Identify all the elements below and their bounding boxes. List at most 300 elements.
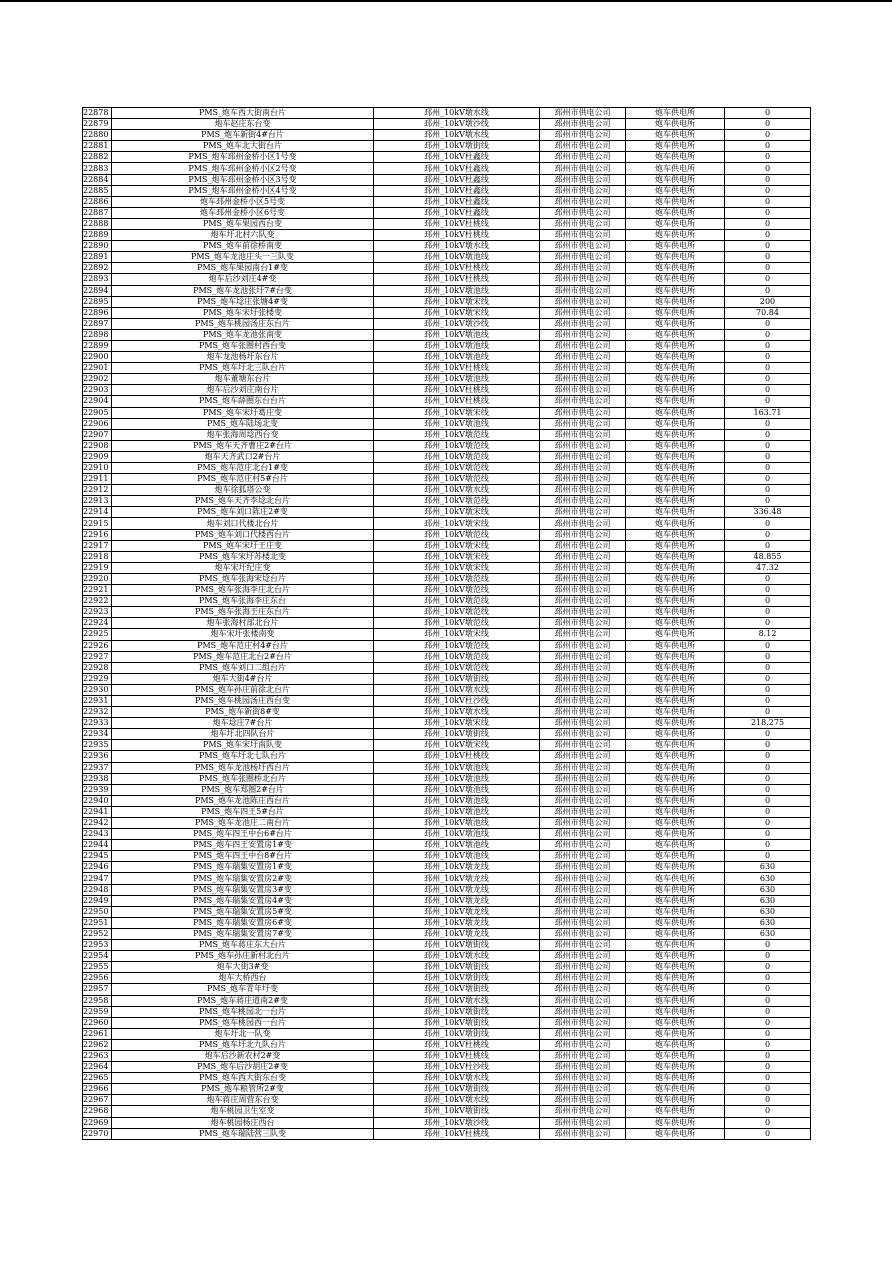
station-name-cell: 炮车张海周埝西台变 (112, 429, 374, 440)
station-name-cell: 炮车邳州金桥小区6号变 (112, 207, 374, 218)
table-row (83, 207, 811, 218)
supply-office-cell: 炮车供电所 (626, 263, 725, 274)
supply-office-cell: 炮车供电所 (626, 463, 725, 474)
supply-office-cell: 炮车供电所 (626, 951, 725, 962)
row-number-cell: 22957 (83, 984, 112, 995)
table-row (83, 440, 811, 451)
supply-office-cell: 炮车供电所 (626, 474, 725, 485)
value-cell: 0 (725, 451, 811, 462)
supply-office-cell: 炮车供电所 (626, 307, 725, 318)
feeder-line-cell: 邳州_10kV墩宋线 (374, 407, 540, 418)
row-number-cell: 22941 (83, 806, 112, 817)
station-name-cell: PMS_炮车张海李庄东台 (112, 596, 374, 607)
supply-office-cell: 炮车供电所 (626, 629, 725, 640)
supply-office-cell: 炮车供电所 (626, 740, 725, 751)
value-cell: 0 (725, 385, 811, 396)
row-number-cell: 22931 (83, 695, 112, 706)
table-row (83, 618, 811, 629)
table-row (83, 163, 811, 174)
table-row (83, 340, 811, 351)
feeder-line-cell: 邳州_10kV杜桃线 (374, 263, 540, 274)
feeder-line-cell: 邳州_10kV杜桃线 (374, 363, 540, 374)
row-number-cell: 22906 (83, 418, 112, 429)
feeder-line-cell: 邳州_10kV墩沙线 (374, 1117, 540, 1128)
row-number-cell: 22903 (83, 385, 112, 396)
value-cell: 0 (725, 141, 811, 152)
row-number-cell: 22948 (83, 884, 112, 895)
feeder-line-cell: 邳州_10kV墩宋线 (374, 562, 540, 573)
station-name-cell: 炮车大街3#变 (112, 962, 374, 973)
supply-office-cell: 炮车供电所 (626, 995, 725, 1006)
company-cell: 邳州市供电公司 (540, 1006, 626, 1017)
supply-office-cell: 炮车供电所 (626, 440, 725, 451)
station-name-cell: 炮车后沙新农村2#变 (112, 1050, 374, 1061)
station-name-cell: PMS_炮车龙池庄头一三队变 (112, 252, 374, 263)
supply-office-cell: 炮车供电所 (626, 840, 725, 851)
table-row (83, 196, 811, 207)
supply-office-cell: 炮车供电所 (626, 507, 725, 518)
value-cell: 0 (725, 108, 811, 119)
feeder-line-cell: 邳州_10kV墩范线 (374, 573, 540, 584)
supply-office-cell: 炮车供电所 (626, 596, 725, 607)
table-row (83, 551, 811, 562)
feeder-line-cell: 邳州_10kV墩水线 (374, 241, 540, 252)
value-cell: 0 (725, 573, 811, 584)
value-cell: 0 (725, 207, 811, 218)
row-number-cell: 22942 (83, 818, 112, 829)
company-cell: 邳州市供电公司 (540, 840, 626, 851)
table-row (83, 1062, 811, 1073)
table-row (83, 418, 811, 429)
value-cell: 630 (725, 884, 811, 895)
company-cell: 邳州市供电公司 (540, 130, 626, 141)
company-cell: 邳州市供电公司 (540, 751, 626, 762)
value-cell: 0 (725, 496, 811, 507)
table-row (83, 396, 811, 407)
company-cell: 邳州市供电公司 (540, 263, 626, 274)
supply-office-cell: 炮车供电所 (626, 662, 725, 673)
station-name-cell: 炮车圩北村六队变 (112, 230, 374, 241)
value-cell: 0 (725, 130, 811, 141)
value-cell: 0 (725, 340, 811, 351)
value-cell: 0 (725, 973, 811, 984)
value-cell: 0 (725, 1128, 811, 1139)
table-row (83, 795, 811, 806)
feeder-line-cell: 邳州_10kV墩范线 (374, 451, 540, 462)
company-cell: 邳州市供电公司 (540, 585, 626, 596)
value-cell: 0 (725, 285, 811, 296)
table-row (83, 407, 811, 418)
company-cell: 邳州市供电公司 (540, 352, 626, 363)
value-cell: 0 (725, 185, 811, 196)
feeder-line-cell: 邳州_10kV杜鑫线 (374, 152, 540, 163)
station-name-cell: 炮车赵庄东台变 (112, 119, 374, 130)
station-name-cell: PMS_炮车范庄村4#台片 (112, 640, 374, 651)
feeder-line-cell: 邳州_10kV杜桃线 (374, 396, 540, 407)
supply-office-cell: 炮车供电所 (626, 108, 725, 119)
company-cell: 邳州市供电公司 (540, 1028, 626, 1039)
supply-office-cell: 炮车供电所 (626, 684, 725, 695)
company-cell: 邳州市供电公司 (540, 307, 626, 318)
station-name-cell: PMS_炮车果园南台1#变 (112, 263, 374, 274)
row-number-cell: 22967 (83, 1095, 112, 1106)
supply-office-cell: 炮车供电所 (626, 640, 725, 651)
value-cell: 0 (725, 762, 811, 773)
value-cell: 0 (725, 152, 811, 163)
table-row (83, 684, 811, 695)
station-name-cell: 炮车龙池杨圩东台片 (112, 352, 374, 363)
feeder-line-cell: 邳州_10kV杜桃线 (374, 230, 540, 241)
feeder-line-cell: 邳州_10kV墩范线 (374, 651, 540, 662)
feeder-line-cell: 邳州_10kV墩街线 (374, 1017, 540, 1028)
company-cell: 邳州市供电公司 (540, 374, 626, 385)
company-cell: 邳州市供电公司 (540, 185, 626, 196)
station-name-cell: 炮车圩北四队台片 (112, 729, 374, 740)
supply-office-cell: 炮车供电所 (626, 751, 725, 762)
value-cell: 0 (725, 218, 811, 229)
feeder-line-cell: 邳州_10kV墩宋线 (374, 307, 540, 318)
company-cell: 邳州市供电公司 (540, 285, 626, 296)
value-cell: 0 (725, 1106, 811, 1117)
company-cell: 邳州市供电公司 (540, 762, 626, 773)
station-name-cell: PMS_炮车陆场北变 (112, 418, 374, 429)
supply-office-cell: 炮车供电所 (626, 285, 725, 296)
company-cell: 邳州市供电公司 (540, 684, 626, 695)
feeder-line-cell: 邳州_10kV杜桃线 (374, 1039, 540, 1050)
row-number-cell: 22938 (83, 773, 112, 784)
row-number-cell: 22928 (83, 662, 112, 673)
feeder-line-cell: 邳州_10kV墩水线 (374, 130, 540, 141)
table-row (83, 806, 811, 817)
value-cell: 0 (725, 440, 811, 451)
company-cell: 邳州市供电公司 (540, 906, 626, 917)
station-name-cell: PMS_炮车邳州金桥小区2号变 (112, 163, 374, 174)
row-number-cell: 22922 (83, 596, 112, 607)
supply-office-cell: 炮车供电所 (626, 152, 725, 163)
company-cell: 邳州市供电公司 (540, 407, 626, 418)
row-number-cell: 22924 (83, 618, 112, 629)
value-cell: 0 (725, 951, 811, 962)
feeder-line-cell: 邳州_10kV墩范线 (374, 662, 540, 673)
row-number-cell: 22883 (83, 163, 112, 174)
station-name-cell: 炮车后沙刘庄南台片 (112, 385, 374, 396)
supply-office-cell: 炮车供电所 (626, 618, 725, 629)
company-cell: 邳州市供电公司 (540, 784, 626, 795)
company-cell: 邳州市供电公司 (540, 241, 626, 252)
company-cell: 邳州市供电公司 (540, 119, 626, 130)
table-row (83, 784, 811, 795)
company-cell: 邳州市供电公司 (540, 962, 626, 973)
feeder-line-cell: 邳州_10kV墩街线 (374, 673, 540, 684)
company-cell: 邳州市供电公司 (540, 429, 626, 440)
company-cell: 邳州市供电公司 (540, 1062, 626, 1073)
supply-office-cell: 炮车供电所 (626, 806, 725, 817)
row-number-cell: 22939 (83, 784, 112, 795)
data-table (82, 107, 811, 1140)
row-number-cell: 22880 (83, 130, 112, 141)
table-row (83, 829, 811, 840)
row-number-cell: 22897 (83, 318, 112, 329)
supply-office-cell: 炮车供电所 (626, 451, 725, 462)
row-number-cell: 22914 (83, 507, 112, 518)
feeder-line-cell: 邳州_10kV墩范线 (374, 618, 540, 629)
row-number-cell: 22953 (83, 940, 112, 951)
station-name-cell: 炮车后沙刘庄4#变 (112, 274, 374, 285)
value-cell: 0 (725, 396, 811, 407)
row-number-cell: 22943 (83, 829, 112, 840)
feeder-line-cell: 邳州_10kV杜沙线 (374, 1062, 540, 1073)
supply-office-cell: 炮车供电所 (626, 585, 725, 596)
station-name-cell: PMS_炮车四王中台8#台片 (112, 851, 374, 862)
station-name-cell: PMS_炮车宋圩葛庄变 (112, 407, 374, 418)
company-cell: 邳州市供电公司 (540, 218, 626, 229)
row-number-cell: 22900 (83, 352, 112, 363)
supply-office-cell: 炮车供电所 (626, 318, 725, 329)
table-row (83, 1095, 811, 1106)
feeder-line-cell: 邳州_10kV墩范线 (374, 529, 540, 540)
table-row (83, 562, 811, 573)
supply-office-cell: 炮车供电所 (626, 884, 725, 895)
feeder-line-cell: 邳州_10kV杜鑫线 (374, 207, 540, 218)
table-row (83, 241, 811, 252)
company-cell: 邳州市供电公司 (540, 1106, 626, 1117)
company-cell: 邳州市供电公司 (540, 740, 626, 751)
value-cell: 0 (725, 1006, 811, 1017)
value-cell: 630 (725, 906, 811, 917)
value-cell: 0 (725, 740, 811, 751)
supply-office-cell: 炮车供电所 (626, 374, 725, 385)
row-number-cell: 22910 (83, 463, 112, 474)
value-cell: 47.32 (725, 562, 811, 573)
feeder-line-cell: 邳州_10kV墩街线 (374, 1106, 540, 1117)
company-cell: 邳州市供电公司 (540, 995, 626, 1006)
feeder-line-cell: 邳州_10kV墩池线 (374, 829, 540, 840)
row-number-cell: 22944 (83, 840, 112, 851)
row-number-cell: 22933 (83, 718, 112, 729)
company-cell: 邳州市供电公司 (540, 296, 626, 307)
table-row (83, 218, 811, 229)
table-row (83, 851, 811, 862)
supply-office-cell: 炮车供电所 (626, 241, 725, 252)
row-number-cell: 22949 (83, 895, 112, 906)
supply-office-cell: 炮车供电所 (626, 940, 725, 951)
supply-office-cell: 炮车供电所 (626, 1106, 725, 1117)
supply-office-cell: 炮车供电所 (626, 1017, 725, 1028)
station-name-cell: PMS_炮车邳州金桥小区3号变 (112, 174, 374, 185)
feeder-line-cell: 邳州_10kV墩池线 (374, 795, 540, 806)
feeder-line-cell: 邳州_10kV墩宋线 (374, 629, 540, 640)
row-number-cell: 22908 (83, 440, 112, 451)
company-cell: 邳州市供电公司 (540, 363, 626, 374)
station-name-cell: PMS_炮车圩北三队台片 (112, 363, 374, 374)
row-number-cell: 22921 (83, 585, 112, 596)
table-row (83, 585, 811, 596)
supply-office-cell: 炮车供电所 (626, 274, 725, 285)
table-body (83, 108, 811, 1140)
table-row (83, 840, 811, 851)
station-name-cell: PMS_炮车北大街台片 (112, 141, 374, 152)
station-name-cell: PMS_炮车张圈村西台变 (112, 340, 374, 351)
supply-office-cell: 炮车供电所 (626, 873, 725, 884)
feeder-line-cell: 邳州_10kV墩水线 (374, 707, 540, 718)
table-row (83, 718, 811, 729)
row-number-cell: 22932 (83, 707, 112, 718)
table-row (83, 1017, 811, 1028)
row-number-cell: 22919 (83, 562, 112, 573)
row-number-cell: 22894 (83, 285, 112, 296)
supply-office-cell: 炮车供电所 (626, 518, 725, 529)
value-cell: 630 (725, 873, 811, 884)
station-name-cell: PMS_炮车龙池庄二南台片 (112, 818, 374, 829)
company-cell: 邳州市供电公司 (540, 873, 626, 884)
value-cell: 0 (725, 618, 811, 629)
feeder-line-cell: 邳州_10kV杜桃线 (374, 1050, 540, 1061)
company-cell: 邳州市供电公司 (540, 152, 626, 163)
station-name-cell: 炮车桃园杨庄西台 (112, 1117, 374, 1128)
value-cell: 0 (725, 940, 811, 951)
value-cell: 0 (725, 1062, 811, 1073)
supply-office-cell: 炮车供电所 (626, 773, 725, 784)
company-cell: 邳州市供电公司 (540, 573, 626, 584)
value-cell: 0 (725, 119, 811, 130)
supply-office-cell: 炮车供电所 (626, 407, 725, 418)
supply-office-cell: 炮车供电所 (626, 1039, 725, 1050)
table-row (83, 951, 811, 962)
row-number-cell: 22927 (83, 651, 112, 662)
supply-office-cell: 炮车供电所 (626, 540, 725, 551)
feeder-line-cell: 邳州_10kV墩龙线 (374, 917, 540, 928)
table-row (83, 995, 811, 1006)
row-number-cell: 22923 (83, 607, 112, 618)
feeder-line-cell: 邳州_10kV墩龙线 (374, 884, 540, 895)
station-name-cell: PMS_炮车宋圩苏楼北变 (112, 551, 374, 562)
station-name-cell: PMS_炮车四王中台6#台片 (112, 829, 374, 840)
company-cell: 邳州市供电公司 (540, 1073, 626, 1084)
value-cell: 0 (725, 962, 811, 973)
table-row (83, 263, 811, 274)
table-row (83, 451, 811, 462)
supply-office-cell: 炮车供电所 (626, 829, 725, 840)
station-name-cell: 炮车埝庄7#台片 (112, 718, 374, 729)
company-cell: 邳州市供电公司 (540, 829, 626, 840)
supply-office-cell: 炮车供电所 (626, 396, 725, 407)
company-cell: 邳州市供电公司 (540, 895, 626, 906)
supply-office-cell: 炮车供电所 (626, 174, 725, 185)
supply-office-cell: 炮车供电所 (626, 651, 725, 662)
row-number-cell: 22947 (83, 873, 112, 884)
feeder-line-cell: 邳州_10kV墩池线 (374, 329, 540, 340)
value-cell: 0 (725, 662, 811, 673)
row-number-cell: 22917 (83, 540, 112, 551)
row-number-cell: 22911 (83, 474, 112, 485)
supply-office-cell: 炮车供电所 (626, 795, 725, 806)
row-number-cell: 22964 (83, 1062, 112, 1073)
supply-office-cell: 炮车供电所 (626, 695, 725, 706)
row-number-cell: 22892 (83, 263, 112, 274)
company-cell: 邳州市供电公司 (540, 707, 626, 718)
supply-office-cell: 炮车供电所 (626, 917, 725, 928)
supply-office-cell: 炮车供电所 (626, 784, 725, 795)
row-number-cell: 22934 (83, 729, 112, 740)
row-number-cell: 22968 (83, 1106, 112, 1117)
row-number-cell: 22902 (83, 374, 112, 385)
station-name-cell: PMS_炮车孙庄前徐北台片 (112, 684, 374, 695)
company-cell: 邳州市供电公司 (540, 385, 626, 396)
value-cell: 0 (725, 241, 811, 252)
value-cell: 630 (725, 917, 811, 928)
row-number-cell: 22959 (83, 1006, 112, 1017)
row-number-cell: 22969 (83, 1117, 112, 1128)
station-name-cell: PMS_炮车粮管所2#变 (112, 1084, 374, 1095)
station-name-cell: PMS_炮车张圈桥北台片 (112, 773, 374, 784)
supply-office-cell: 炮车供电所 (626, 163, 725, 174)
table-row (83, 130, 811, 141)
station-name-cell: PMS_炮车天齐曹庄2#台片 (112, 440, 374, 451)
table-row (83, 573, 811, 584)
row-number-cell: 22956 (83, 973, 112, 984)
station-name-cell: PMS_炮车前徐桥南变 (112, 241, 374, 252)
company-cell: 邳州市供电公司 (540, 917, 626, 928)
value-cell: 630 (725, 895, 811, 906)
table-row (83, 651, 811, 662)
feeder-line-cell: 邳州_10kV墩池线 (374, 851, 540, 862)
row-number-cell: 22878 (83, 108, 112, 119)
row-number-cell: 22935 (83, 740, 112, 751)
company-cell: 邳州市供电公司 (540, 951, 626, 962)
feeder-line-cell: 邳州_10kV墩宋线 (374, 740, 540, 751)
value-cell: 0 (725, 695, 811, 706)
value-cell: 0 (725, 1039, 811, 1050)
row-number-cell: 22895 (83, 296, 112, 307)
company-cell: 邳州市供电公司 (540, 396, 626, 407)
table-row (83, 773, 811, 784)
company-cell: 邳州市供电公司 (540, 163, 626, 174)
supply-office-cell: 炮车供电所 (626, 573, 725, 584)
table-row (83, 895, 811, 906)
company-cell: 邳州市供电公司 (540, 729, 626, 740)
supply-office-cell: 炮车供电所 (626, 1062, 725, 1073)
value-cell: 0 (725, 352, 811, 363)
row-number-cell: 22952 (83, 928, 112, 939)
table-row (83, 274, 811, 285)
company-cell: 邳州市供电公司 (540, 862, 626, 873)
supply-office-cell: 炮车供电所 (626, 385, 725, 396)
row-number-cell: 22885 (83, 185, 112, 196)
supply-office-cell: 炮车供电所 (626, 1117, 725, 1128)
feeder-line-cell: 邳州_10kV墩范线 (374, 607, 540, 618)
value-cell: 0 (725, 773, 811, 784)
value-cell: 0 (725, 784, 811, 795)
feeder-line-cell: 邳州_10kV墩范线 (374, 640, 540, 651)
station-name-cell: 炮车圩北一队变 (112, 1028, 374, 1039)
feeder-line-cell: 邳州_10kV墩池线 (374, 806, 540, 817)
table-row (83, 329, 811, 340)
company-cell: 邳州市供电公司 (540, 1050, 626, 1061)
supply-office-cell: 炮车供电所 (626, 1073, 725, 1084)
feeder-line-cell: 邳州_10kV墩范线 (374, 463, 540, 474)
supply-office-cell: 炮车供电所 (626, 141, 725, 152)
row-number-cell: 22881 (83, 141, 112, 152)
company-cell: 邳州市供电公司 (540, 795, 626, 806)
value-cell: 0 (725, 1095, 811, 1106)
company-cell: 邳州市供电公司 (540, 607, 626, 618)
table-row (83, 529, 811, 540)
value-cell: 0 (725, 707, 811, 718)
company-cell: 邳州市供电公司 (540, 174, 626, 185)
feeder-line-cell: 邳州_10kV墩池线 (374, 340, 540, 351)
company-cell: 邳州市供电公司 (540, 496, 626, 507)
value-cell: 0 (725, 818, 811, 829)
